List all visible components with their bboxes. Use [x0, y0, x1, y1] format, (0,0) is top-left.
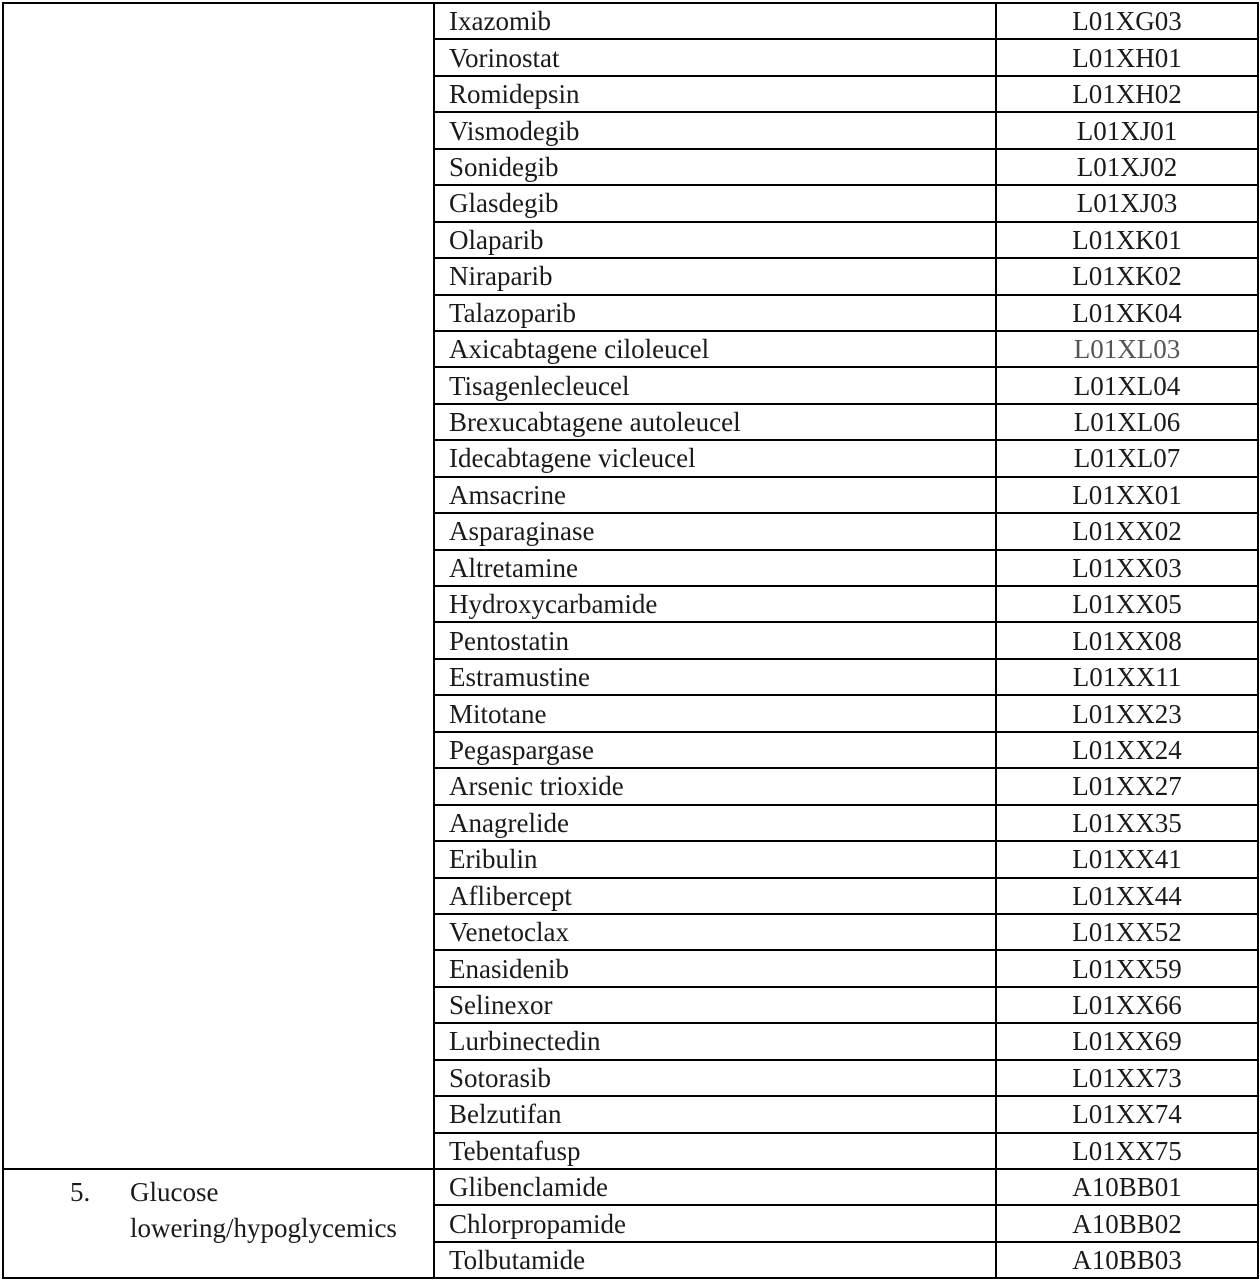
drug-name-cell: Venetoclax — [434, 914, 996, 950]
drug-name-cell: Selinexor — [434, 987, 996, 1023]
drug-name-cell: Tisagenlecleucel — [434, 367, 996, 403]
atc-code-cell: L01XK02 — [996, 258, 1258, 294]
atc-code-cell: L01XH02 — [996, 76, 1258, 112]
atc-code-cell: L01XJ02 — [996, 149, 1258, 185]
atc-code-cell: L01XX23 — [996, 695, 1258, 731]
drug-name-cell: Arsenic trioxide — [434, 768, 996, 804]
drug-name-cell: Sotorasib — [434, 1060, 996, 1096]
atc-code-cell: L01XG03 — [996, 3, 1258, 39]
drug-name-cell: Hydroxycarbamide — [434, 586, 996, 622]
atc-code-cell: L01XX02 — [996, 513, 1258, 549]
atc-code-cell: L01XX08 — [996, 622, 1258, 658]
drug-name-cell: Pentostatin — [434, 622, 996, 658]
drug-name-cell: Niraparib — [434, 258, 996, 294]
atc-code-cell: A10BB01 — [996, 1169, 1258, 1205]
drug-name-cell: Anagrelide — [434, 805, 996, 841]
drug-name-cell: Olaparib — [434, 222, 996, 258]
atc-code-cell: L01XJ01 — [996, 112, 1258, 148]
atc-code-cell: L01XX05 — [996, 586, 1258, 622]
drug-name-cell: Estramustine — [434, 659, 996, 695]
drug-name-cell: Sonidegib — [434, 149, 996, 185]
drug-name-cell: Mitotane — [434, 695, 996, 731]
atc-code-cell: L01XK01 — [996, 222, 1258, 258]
drug-name-cell: Lurbinectedin — [434, 1023, 996, 1059]
atc-code-cell: L01XX73 — [996, 1060, 1258, 1096]
atc-code-cell: L01XX11 — [996, 659, 1258, 695]
category-label: Glucose lowering/hypoglycemics — [130, 1177, 397, 1243]
drug-name-cell: Belzutifan — [434, 1096, 996, 1132]
atc-code-cell: L01XL03 — [996, 331, 1258, 367]
drug-atc-table — [2, 2, 1259, 1279]
drug-name-cell: Chlorpropamide — [434, 1205, 996, 1241]
atc-code-cell: A10BB02 — [996, 1205, 1258, 1241]
atc-code-cell: L01XX27 — [996, 768, 1258, 804]
atc-code-cell: L01XJ03 — [996, 185, 1258, 221]
drug-name-cell: Altretamine — [434, 550, 996, 586]
drug-name-cell: Tolbutamide — [434, 1242, 996, 1278]
drug-name-cell: Ixazomib — [434, 3, 996, 39]
atc-code-cell: L01XX52 — [996, 914, 1258, 950]
drug-name-cell: Tebentafusp — [434, 1133, 996, 1169]
atc-code-cell: L01XX66 — [996, 987, 1258, 1023]
atc-code-cell: L01XX24 — [996, 732, 1258, 768]
atc-code-cell: L01XX74 — [996, 1096, 1258, 1132]
drug-name-cell: Vismodegib — [434, 112, 996, 148]
atc-code-cell: L01XH01 — [996, 39, 1258, 75]
table-body — [3, 3, 1258, 1278]
drug-name-cell: Talazoparib — [434, 295, 996, 331]
atc-code-cell: L01XL06 — [996, 404, 1258, 440]
drug-name-cell: Eribulin — [434, 841, 996, 877]
drug-name-cell: Aflibercept — [434, 878, 996, 914]
table-row — [3, 1169, 1258, 1205]
drug-name-cell: Romidepsin — [434, 76, 996, 112]
atc-code-cell: L01XL04 — [996, 367, 1258, 403]
atc-code-cell: L01XX59 — [996, 950, 1258, 986]
drug-name-cell: Enasidenib — [434, 950, 996, 986]
drug-name-cell: Idecabtagene vicleucel — [434, 440, 996, 476]
category-cell — [3, 1169, 434, 1278]
drug-name-cell: Vorinostat — [434, 39, 996, 75]
atc-code-cell: L01XX03 — [996, 550, 1258, 586]
drug-name-cell: Glasdegib — [434, 185, 996, 221]
atc-code-cell: L01XK04 — [996, 295, 1258, 331]
category-cell-continued — [3, 3, 434, 1169]
category-number: 5. — [70, 1177, 91, 1207]
atc-code-cell: L01XX69 — [996, 1023, 1258, 1059]
drug-name-cell: Asparaginase — [434, 513, 996, 549]
drug-name-cell: Amsacrine — [434, 477, 996, 513]
atc-code-cell: L01XX01 — [996, 477, 1258, 513]
atc-code-cell: L01XL07 — [996, 440, 1258, 476]
atc-code-cell: A10BB03 — [996, 1242, 1258, 1278]
atc-code-cell: L01XX41 — [996, 841, 1258, 877]
drug-name-cell: Axicabtagene ciloleucel — [434, 331, 996, 367]
atc-code-cell: L01XX35 — [996, 805, 1258, 841]
atc-code-cell: L01XX44 — [996, 878, 1258, 914]
drug-name-cell: Pegaspargase — [434, 732, 996, 768]
atc-code-cell: L01XX75 — [996, 1133, 1258, 1169]
table-row — [3, 3, 1258, 39]
drug-name-cell: Brexucabtagene autoleucel — [434, 404, 996, 440]
drug-name-cell: Glibenclamide — [434, 1169, 996, 1205]
